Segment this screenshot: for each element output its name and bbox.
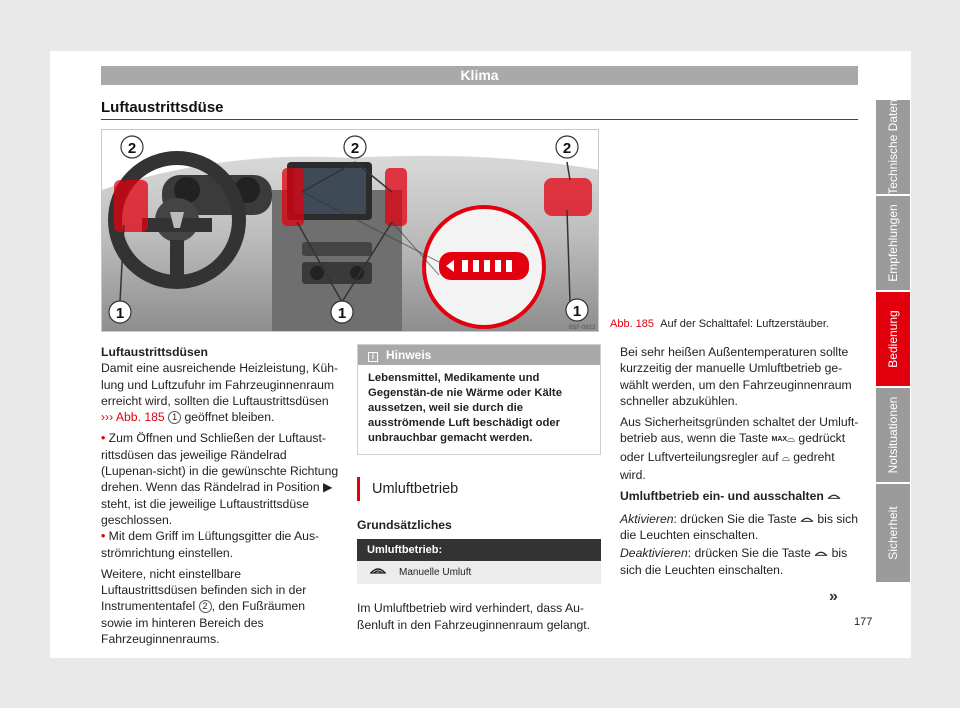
paragraph-hot-weather: Bei sehr heißen Außentemperaturen sollte kurzzeitig der manuelle Umluftbetrieb ge-wählt werden, um den Fahrzeuginnenraum schneller abzukühlen. [620, 345, 852, 408]
figure-caption: Abb. 185 Auf der Schalttafel: Luftzerstäuber. [610, 318, 829, 330]
bullet-dot-icon: • [101, 431, 106, 446]
section-title: Luftaustrittsdüse [101, 99, 224, 116]
callout-badge-2: 2 [199, 600, 212, 613]
tab-notsituationen[interactable]: Notsituationen [876, 388, 910, 482]
windshield-defrost-icon: ⌓ [787, 434, 796, 446]
figure-reference-code: B5F-0823 [569, 325, 596, 331]
continue-arrow-icon: » [829, 588, 838, 605]
tab-empfehlungen[interactable]: Empfehlungen [876, 196, 910, 290]
note-text: Lebensmittel, Medikamente und Gegenstän-de nie Wärme oder Kälte aussetzen, weil sie durch die ausströmende Luft beschädigt oder unbrauchbar gemacht werden. [368, 372, 562, 444]
chapter-header: Klima [101, 66, 858, 85]
paragraph-intro: Damit eine ausreichende Heizleistung, Küh-lung und Luftzufuhr im Fahrzeuginnenraum erreicht wird, sollten die Luftaustrittsdüsen ››› Abb. 185 1 geöffnet bleiben. [101, 361, 339, 425]
figure-reference-link[interactable]: ››› Abb. 185 [101, 410, 165, 425]
note-header: i Hinweis [358, 345, 600, 365]
tab-bedienung[interactable]: Bedienung [876, 292, 910, 386]
dashboard-illustration [101, 129, 599, 332]
recirculation-icon [814, 546, 828, 560]
paragraph-further-vents: Weitere, nicht einstellbare Luftaustrittsdüsen befinden sich in der Instrumententafel 2 , den Fußräumen sowie im hinteren Bereich des Fahrzeuginnenraums. [101, 566, 307, 647]
max-defrost-icon: MAX [771, 436, 788, 444]
bullet-dot-icon: • [101, 529, 106, 544]
title-divider [101, 119, 858, 120]
callout-1-left: 1 [115, 305, 125, 322]
paragraph-umluft-info: Im Umluftbetrieb wird verhindert, dass Au-ßenluft in den Fahrzeuginnenraum gelangt. [357, 601, 591, 632]
controls-table [357, 539, 601, 584]
recirculation-icon [357, 561, 399, 584]
subheading-umluftbetrieb: Umluftbetrieb [357, 477, 601, 501]
callout-2-center: 2 [350, 140, 360, 157]
column-1 [101, 344, 339, 652]
recirculation-icon [800, 512, 814, 526]
table-header: Umluftbetrieb: [357, 539, 601, 561]
callout-badge-1: 1 [168, 411, 181, 424]
callout-1-right: 1 [572, 303, 582, 320]
heading-grundsaetzliches: Grundsätzliches [357, 518, 452, 532]
table-row: Manuelle Umluft [357, 561, 601, 584]
callout-2-left: 2 [127, 140, 137, 157]
note-box [357, 344, 601, 455]
bullet-item-1: • Zum Öffnen und Schließen der Luftaust-rittsdüsen das jeweilige Rändelrad (Lupenan-sicht) in die gewünschte Richtung drehen. Wenn das Rändelrad in Position ▶ steht, ist die jeweilige Luftaustrittsdüse geschlossen. [101, 431, 339, 527]
recirculation-icon [827, 489, 841, 503]
triangle-right-icon: ▶ [323, 480, 333, 495]
callout-2-right: 2 [562, 140, 572, 157]
tab-technische-daten[interactable]: Technische Daten [876, 100, 910, 194]
windshield-defrost-icon: ⌓ [781, 452, 790, 464]
paragraph-safety: Aus Sicherheitsgründen schaltet der Umluft-betrieb aus, wenn die Taste MAX⌓ gedrückt oder Luftverteilungsregler auf ⌓ gedreht wird. [620, 415, 859, 483]
callout-1-center: 1 [337, 305, 347, 322]
page-number: 177 [854, 616, 873, 628]
heading-toggle-recirculation: Umluftbetrieb ein- und ausschalten [620, 488, 860, 504]
column-2 [357, 344, 601, 638]
paragraph-activate: Aktivieren: drücken Sie die Taste bis sich die Leuchten einschalten. [620, 511, 859, 542]
paragraph-deactivate: Deaktivieren: drücken Sie die Taste bis sich die Leuchten einschalten. [620, 546, 848, 577]
heading-luftaustrittsduesen: Luftaustrittsdüsen [101, 345, 208, 359]
column-3 [620, 344, 860, 583]
info-icon: i [368, 352, 378, 362]
bullet-item-2: • Mit dem Griff im Lüftungsgitter die Aus-strömrichtung einstellen. [101, 529, 320, 560]
tab-sicherheit[interactable]: Sicherheit [876, 484, 910, 582]
